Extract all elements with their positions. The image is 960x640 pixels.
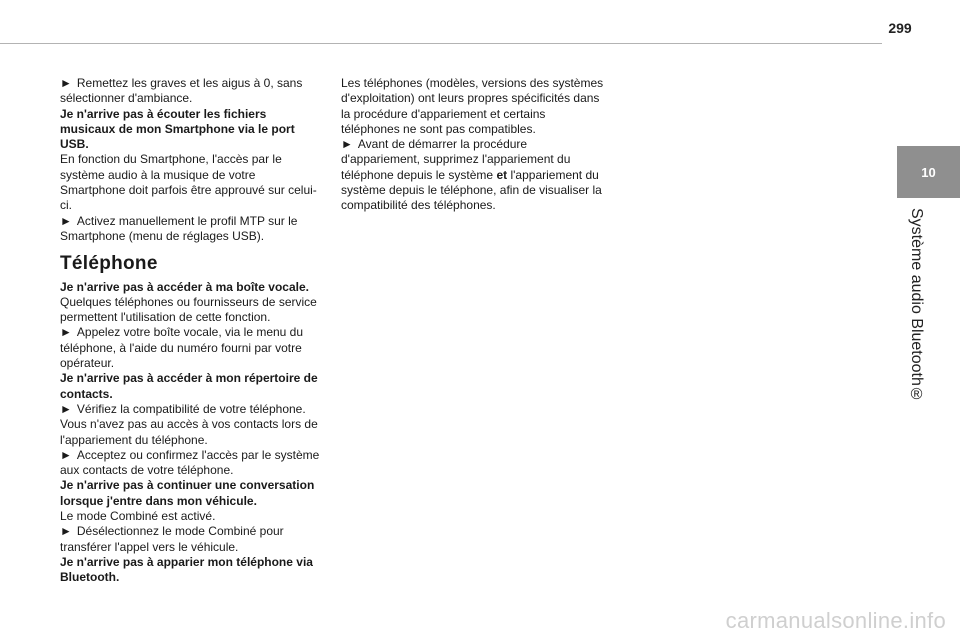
question-usb-music: Je n'arrive pas à écouter les fichiers musicaux de mon Smartphone via le port USB. xyxy=(60,106,295,152)
question-continue-call: Je n'arrive pas à continuer une conversation lorsque j'entre dans mon véhicule. xyxy=(60,478,315,508)
answer-contacts: Vous n'avez pas au accès à vos contacts lors de l'appariement du téléphone. xyxy=(60,417,318,447)
instruction-check-compatibility: ► Vérifiez la compatibilité de votre téléphone. xyxy=(60,401,306,416)
instruction-delete-pairing: ► Avant de démarrer la procédure d'appariement, supprimez l'appariement du téléphone depuis le système et l'appariement du système depuis le téléphone, afin de visualiser la compatibilité des téléphones. xyxy=(341,137,602,213)
question-bluetooth-pairing: Je n'arrive pas à apparier mon téléphone via Bluetooth. xyxy=(60,554,313,585)
question-voicemail: Je n'arrive pas à accéder à ma boîte vocale. xyxy=(60,279,309,294)
section-heading-telephone: Téléphone xyxy=(60,253,158,275)
page-number: 299 xyxy=(888,20,912,36)
right-column xyxy=(341,76,607,214)
instruction-call-voicemail: ► Appelez votre boîte vocale, via le menu du téléphone, à l'aide du numéro fourni par votre opérateur. xyxy=(60,325,304,371)
question-contacts: Je n'arrive pas à accéder à mon répertoire de contacts. xyxy=(60,371,318,401)
answer-usb-music: En fonction du Smartphone, l'accès par le système audio à la musique de votre Smartphone doit parfois être approuvé sur celui-ci. xyxy=(60,152,317,213)
arrow-bullet-icon: ► xyxy=(60,447,72,462)
instruction-enable-mtp: ► Activez manuellement le profil MTP sur le Smartphone (menu de réglages USB). xyxy=(60,213,298,243)
instruction-reset-bass-treble: ► Remettez les graves et les aigus à 0, sans sélectionner d'ambiance. xyxy=(60,76,303,106)
arrow-bullet-icon: ► xyxy=(60,213,72,228)
left-column xyxy=(60,76,322,586)
instruction-accept-access: ► Acceptez ou confirmez l'accès par le système aux contacts de votre téléphone. xyxy=(60,447,320,478)
arrow-bullet-icon: ► xyxy=(60,325,72,340)
instruction-deselect-handset: ► Désélectionnez le mode Combiné pour transférer l'appel vers le véhicule. xyxy=(60,524,284,554)
chapter-title: Système audio Bluetooth® xyxy=(908,208,925,403)
answer-voicemail: Quelques téléphones ou fournisseurs de service permettent l'utilisation de cette fonction. xyxy=(60,294,317,325)
answer-continue-call: Le mode Combiné est activé. xyxy=(60,509,216,524)
answer-phone-compatibility: Les téléphones (modèles, versions des systèmes d'exploitation) ont leurs propres spécificités dans la procédure d'appariement et certains téléphones ne sont pas compatibles. xyxy=(341,76,604,136)
arrow-bullet-icon: ► xyxy=(60,401,72,416)
watermark: carmanualsonline.info xyxy=(725,608,946,633)
chapter-number: 10 xyxy=(921,164,936,180)
arrow-bullet-icon: ► xyxy=(60,76,72,90)
header-divider xyxy=(0,43,882,44)
chapter-tab[interactable] xyxy=(897,146,960,198)
arrow-bullet-icon: ► xyxy=(341,137,353,152)
arrow-bullet-icon: ► xyxy=(60,524,72,539)
